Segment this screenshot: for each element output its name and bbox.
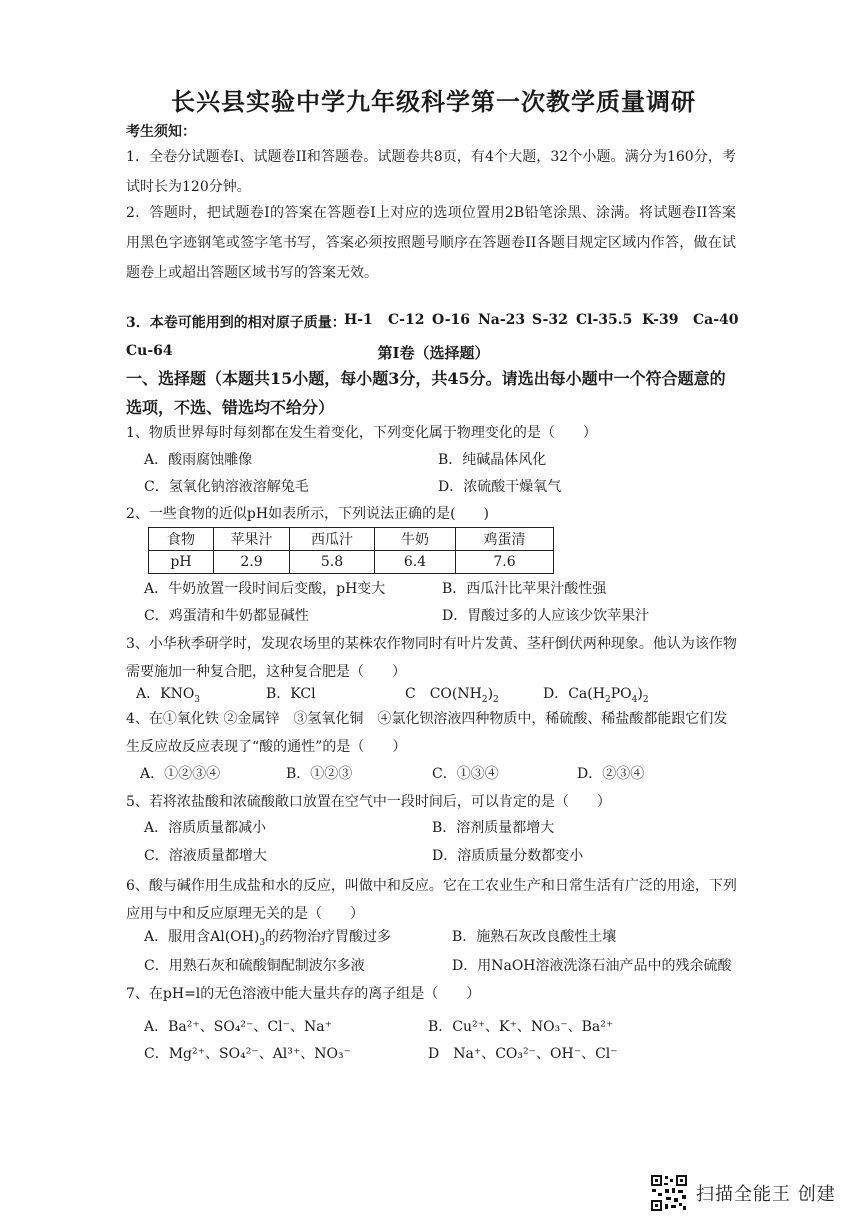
table-row [149, 528, 554, 551]
subscript: 2 [604, 694, 611, 705]
subscript: 3 [259, 937, 266, 948]
table-cell: 西瓜汁 [290, 528, 375, 551]
ph-table [148, 527, 554, 574]
question-3-option-a [136, 683, 200, 705]
question-5-option-a: A．溶质质量都减小 [144, 820, 267, 836]
table-cell: 5.8 [290, 551, 375, 574]
subscript: 2 [642, 694, 649, 705]
question-5-stem: 5、若将浓盐酸和浓硫酸敞口放置在空气中一段时间后，可以肯定的是（ ） [126, 794, 611, 810]
question-7-option-b: B．Cu²⁺、K⁺、NO₃⁻、Ba²⁺ [428, 1019, 614, 1035]
question-6-option-b: B．施熟石灰改良酸性土壤 [452, 929, 617, 945]
question-4-stem: 4、在①氧化铁 ②金属锌 ③氢氧化铜 ④氯化钡溶液四种物质中，稀硫酸、稀盐酸都能跟它们发生反应故反应表现了“酸的通性”的是（ ） [126, 711, 728, 755]
option-text: D．Ca(H [543, 686, 605, 702]
qr-code-icon [650, 1174, 688, 1212]
question-3-option-b: B．KCl [266, 686, 316, 702]
question-2-option-b: B．西瓜汁比苹果汁酸性强 [442, 581, 607, 597]
question-2-option-c: C．鸡蛋清和牛奶都显碱性 [144, 608, 309, 624]
table-row [149, 551, 554, 574]
notice-heading: 考生须知： [126, 124, 196, 140]
atomic-mass: H-1 [344, 312, 373, 328]
question-1-option-d: D．浓硫酸干燥氧气 [438, 479, 562, 495]
subscript: 2 [493, 694, 499, 705]
part-one-heading: 一、选择题（本题共15小题，每小题3分，共45分。请选出每小题中一个符合题意的选项，不选、错选均不给分） [126, 369, 726, 417]
table-cell: 食物 [149, 528, 214, 551]
question-2-stem: 2、一些食物的近似pH如表所示，下列说法正确的是( ) [126, 506, 490, 522]
question-2-option-d: D．胃酸过多的人应该少饮苹果汁 [442, 608, 650, 624]
question-1-option-a: A．酸雨腐蚀雕像 [144, 452, 253, 468]
question-3-stem: 3、小华秋季研学时，发现农场里的某株农作物同时有叶片发黄、茎秆倒伏两种现象。他认为该作物需要施加一种复合肥，这种复合肥是（ ） [126, 636, 737, 680]
option-text: A．KNO [136, 686, 195, 702]
question-6-stem: 6、酸与碱作用生成盐和水的反应，叫做中和反应。它在工农业生产和日常生活有广泛的用途，下列应用与中和反应原理无关的是（ ） [126, 878, 737, 922]
atomic-mass: K-39 [642, 312, 679, 328]
atomic-mass: S-32 [532, 312, 568, 328]
exam-title: 长兴县实验中学九年级科学第一次教学质量调研 [171, 87, 696, 116]
table-cell: 7.6 [456, 551, 554, 574]
question-5-option-d: D．溶质质量分数都变小 [432, 848, 584, 864]
question-7-option-d: D Na⁺、CO₃²⁻、OH⁻、Cl⁻ [428, 1046, 618, 1062]
atomic-mass: O-16 [432, 312, 471, 328]
subscript: 4 [631, 694, 638, 705]
scanner-watermark [650, 1173, 836, 1213]
question-3-option-d [543, 683, 649, 705]
table-cell: 苹果汁 [214, 528, 290, 551]
question-5-option-b: B．溶剂质量都增大 [432, 820, 555, 836]
notice-item-2: 2．答题时，把试题卷I的答案在答题卷I上对应的选项位置用2B铅笔涂黑、涂满。将试题卷II答案用黑色字迹钢笔或签字笔书写，答案必须按照题号顺序在答题卷II各题目规定区域内作答，做在试题卷上或超出答题区域书写的答案无效。 [126, 205, 736, 281]
scanner-brand-text: 扫描全能王 创建 [696, 1184, 836, 1205]
option-text: ) [637, 686, 643, 702]
question-2-option-a: A．牛奶放置一段时间后变酸，pH变大 [144, 581, 386, 597]
subscript: 2 [481, 694, 488, 705]
atomic-masses-label: 3．本卷可能用到的相对原子质量： [126, 315, 346, 331]
option-text: 的药物治疗胃酸过多 [265, 929, 392, 945]
question-1-option-c: C．氢氧化钠溶液溶解兔毛 [144, 479, 309, 495]
question-1-option-b: B．纯碱晶体风化 [438, 452, 547, 468]
atomic-mass: Ca-40 [693, 312, 739, 328]
question-4-option-d: D．②③④ [577, 766, 645, 782]
atomic-mass: Cu-64 [126, 343, 173, 359]
question-1-stem: 1、物质世界每时每刻都在发生着变化，下列变化属于物理变化的是（ ） [126, 425, 597, 441]
option-text: A．服用含Al(OH) [144, 929, 260, 945]
table-cell: 鸡蛋清 [456, 528, 554, 551]
table-cell: 6.4 [375, 551, 456, 574]
question-4-option-b: B．①②③ [286, 766, 353, 782]
option-text: PO [610, 686, 632, 702]
question-6-option-c: C．用熟石灰和硫酸铜配制波尔多液 [144, 958, 365, 974]
question-4-option-c: C．①③④ [432, 766, 499, 782]
question-6-option-a [144, 926, 391, 948]
subscript: 3 [194, 694, 201, 705]
atomic-mass: C-12 [388, 312, 425, 328]
atomic-mass: Na-23 [478, 312, 526, 328]
question-5-option-c: C．溶液质量都增大 [144, 848, 267, 864]
table-cell: pH [149, 551, 214, 574]
notice-item-1: 1．全卷分试题卷I、试题卷II和答题卷。试题卷共8页，有4个大题，32个小题。满分为160分，考试时长为120分钟。 [126, 149, 736, 195]
question-4-option-a: A．①②③④ [140, 766, 221, 782]
question-3-option-c [405, 683, 499, 705]
question-7-option-c: C．Mg²⁺、SO₄²⁻、Al³⁺、NO₃⁻ [144, 1046, 352, 1062]
table-cell: 2.9 [214, 551, 290, 574]
option-text: C CO(NH [405, 686, 482, 702]
section-title: 第I卷（选择题） [377, 344, 490, 362]
table-cell: 牛奶 [375, 528, 456, 551]
question-7-stem: 7、在pH=l的无色溶液中能大量共存的离子组是（ ） [126, 986, 481, 1002]
option-text: ) [487, 686, 494, 702]
question-7-option-a: A．Ba²⁺、SO₄²⁻、Cl⁻、Na⁺ [144, 1019, 332, 1035]
question-6-option-d: D．用NaOH溶液洗涤石油产品中的残余硫酸 [452, 958, 732, 974]
atomic-mass: Cl-35.5 [576, 312, 633, 328]
